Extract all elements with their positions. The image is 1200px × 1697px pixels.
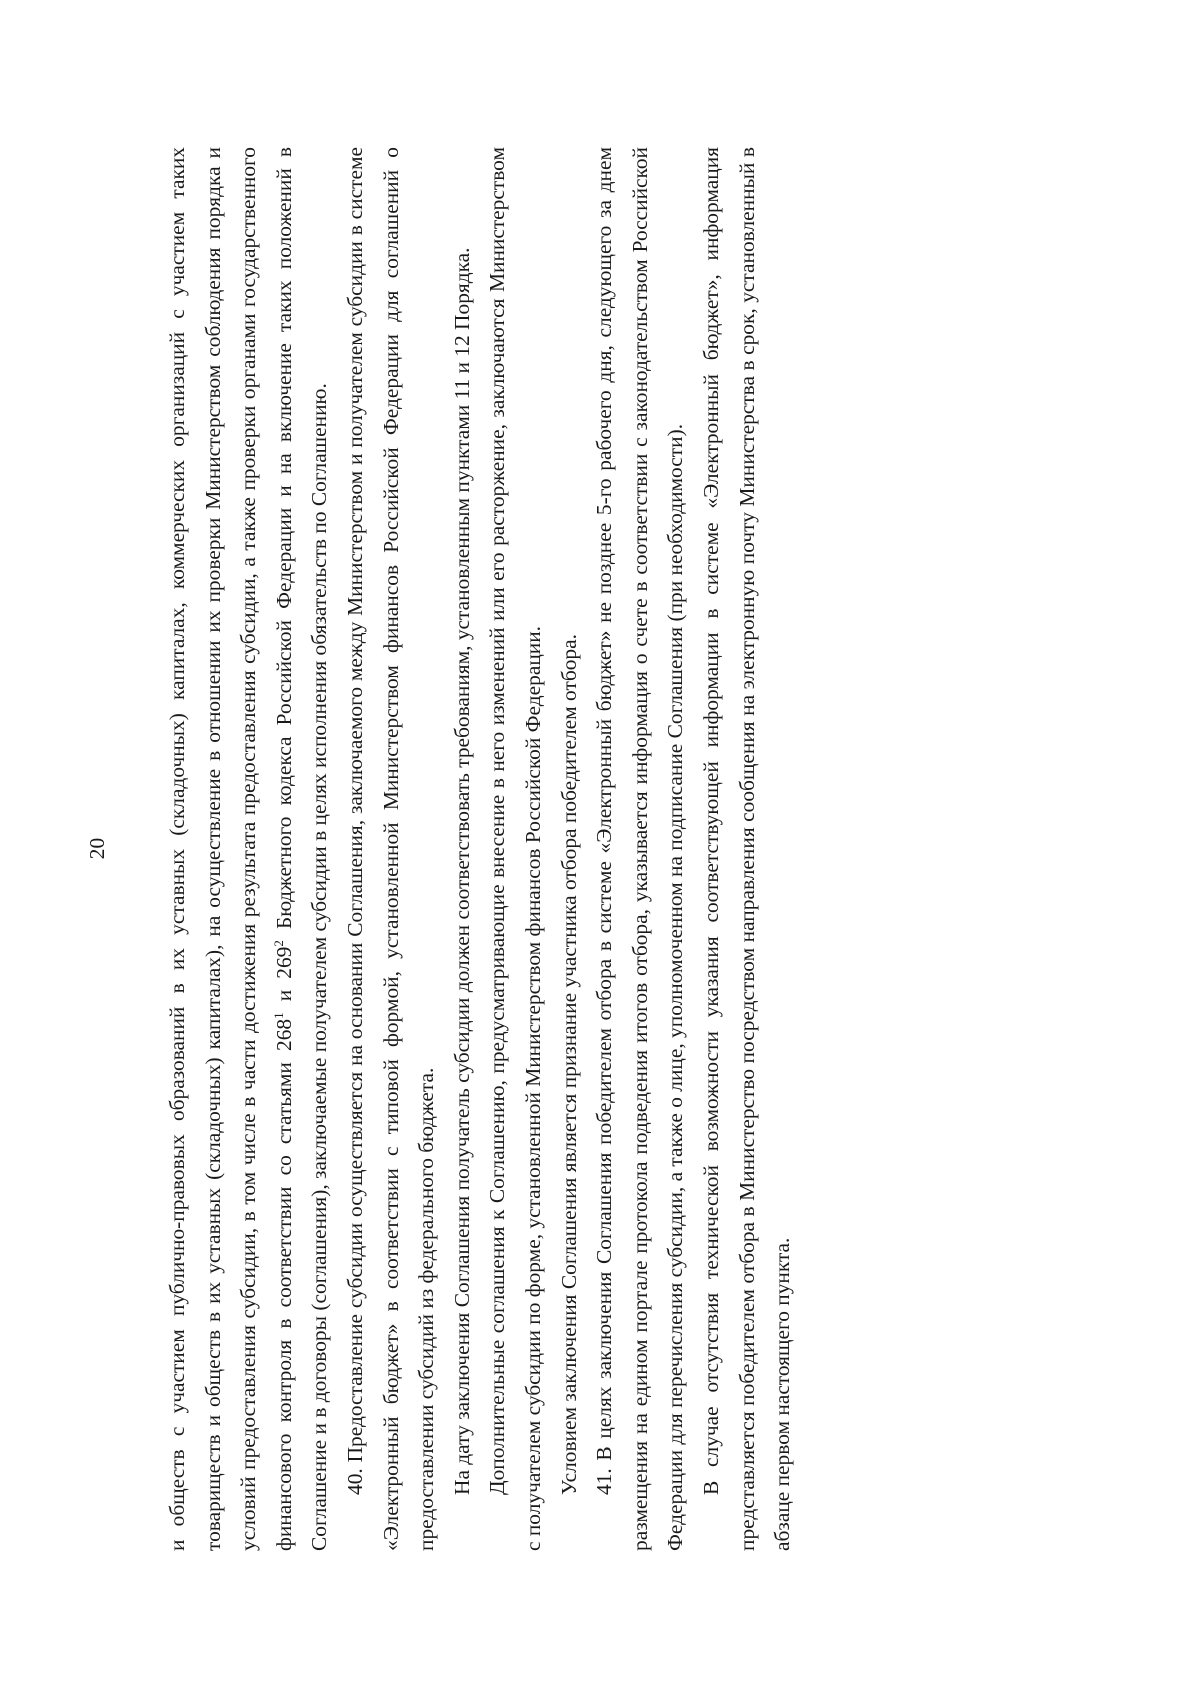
paragraph-no-technical-possibility: В случае отсутствия технической возможности указания соответствующей информации в системе «Электронный бюджет», информация представляется победителем отбора в Министерство посредством направления сообщения на электронную почту Министерства в срок, установленный в абзаце первом настоящего пункта.	[698, 147, 795, 1551]
paragraph-text-mid: и 269	[271, 946, 296, 1013]
paragraph-requirements-date: На дату заключения Соглашения получатель субсидии должен соответствовать требованиям, установленным пунктами 11 и 12 Порядка.	[449, 247, 474, 1495]
superscript-1: 1	[270, 1012, 286, 1019]
paragraph-obligations-control	[160, 147, 338, 1551]
page-number: 20	[85, 837, 109, 860]
paragraph-condition: Условием заключения Соглашения является признание участника отбора победителем отбора.	[556, 634, 581, 1495]
paragraph-text: и обществ с участием публично-правовых образований в их уставных (складочных) капиталах, коммерческих организаций с участием таких товариществ и обществ в их уставных (складочных) капиталах), на осуществление в отношении их проверки Министерством соблюдения порядка и условий предоставления субсидии, в том числе в части достижения результата предоставления субсидии, а также проверки органами государственного финансового контроля в соответствии со статьями 268	[165, 147, 296, 1551]
paragraph-item-41: 41. В целях заключения Соглашения победителем отбора в системе «Электронный бюджет» не позднее 5-го рабочего дня, следующего за днем размещения на едином портале протокола подведения итогов отбора, указывается информация о счете в соответствии с законодательством Российской Федерации для перечисления субсидии, а также о лице, уполномоченном на подписание Соглашения (при необходимости).	[592, 147, 688, 1551]
paragraph-text-tail: Бюджетного кодекса Российской Федерации и на включение таких положений в Соглашение и в договоры (соглашения), заключаемые получателем субсидии в целях исполнения обязательств по Соглашению.	[271, 147, 332, 1551]
paragraph-additional-agreements: Дополнительные соглашения к Соглашению, предусматривающие внесение в него изменений или его расторжение, заключаются Министерством с получателем субсидии по форме, установленной Министерством финансов Российской Федерации.	[485, 147, 545, 1551]
document-body	[160, 147, 801, 1551]
paragraph-item-40: 40. Предоставление субсидии осуществляется на основании Соглашения, заключаемого между Министерством и получателем субсидии в системе «Электронный бюджет» в соответствии с типовой формой, установленной Министерством финансов Российской Федерации для соглашений о предоставлении субсидий из федерального бюджета.	[342, 147, 439, 1551]
superscript-2: 2	[270, 940, 286, 947]
